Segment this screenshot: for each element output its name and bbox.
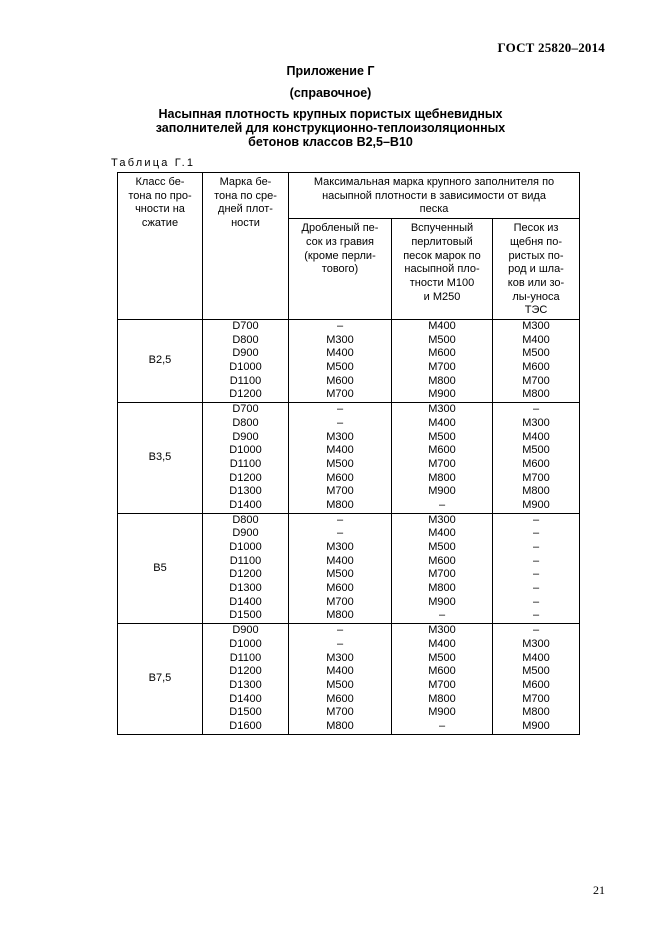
porous-rock-slag-sand-value: М300 [522, 320, 550, 333]
porous-rock-slag-sand-value: М900 [522, 498, 550, 511]
porous-rock-slag-sand-value: М400 [522, 430, 550, 443]
crushed-gravel-sand-value: – [336, 527, 344, 540]
density-grade: D900 [232, 347, 259, 360]
density-grade: D1300 [229, 582, 262, 595]
density-grade: D1000 [229, 637, 262, 650]
porous-rock-slag-sand-value: М300 [522, 416, 550, 429]
crushed-gravel-sand-value-cell [289, 320, 392, 403]
document-code: ГОСТ 25820–2014 [497, 40, 605, 55]
porous-rock-slag-sand-value: М400 [522, 651, 550, 664]
header-expanded-perlite-sand: Вспученный перлитовый песок марок по насыпной пло- тности М100 и М250 [392, 219, 493, 320]
concrete-class-cell: В5 [118, 513, 203, 624]
porous-rock-slag-sand-value: М700 [522, 692, 550, 705]
expanded-perlite-sand-value: М900 [428, 388, 456, 401]
expanded-perlite-sand-value: М600 [428, 665, 456, 678]
crushed-gravel-sand-value: – [336, 637, 344, 650]
density-grade: D1600 [229, 719, 262, 732]
crushed-gravel-sand-value: М500 [326, 568, 354, 581]
porous-rock-slag-sand-value: М800 [522, 388, 550, 401]
porous-rock-slag-sand-value: М400 [522, 333, 550, 346]
expanded-perlite-sand-value: М500 [428, 333, 456, 346]
porous-rock-slag-sand-value: – [532, 582, 540, 595]
density-grade: D900 [232, 527, 259, 540]
density-grade: D1500 [229, 609, 262, 622]
expanded-perlite-sand-value: – [438, 719, 446, 732]
crushed-gravel-sand-value: М400 [326, 554, 354, 567]
expanded-perlite-sand-value: М300 [428, 513, 456, 526]
density-grade: D1000 [229, 361, 262, 374]
porous-rock-slag-sand-value: М500 [522, 665, 550, 678]
header-concrete-class: Класс бе- тона по про- чности на сжатие [118, 173, 203, 320]
concrete-class-cell: В2,5 [118, 320, 203, 403]
porous-rock-slag-sand-value: М600 [522, 457, 550, 470]
crushed-gravel-sand-value: М500 [326, 678, 354, 691]
porous-rock-slag-sand-value: М600 [522, 678, 550, 691]
porous-rock-slag-sand-value: – [532, 513, 540, 526]
crushed-gravel-sand-value: М700 [326, 595, 354, 608]
expanded-perlite-sand-value: М300 [428, 403, 456, 416]
expanded-perlite-sand-value: М400 [428, 527, 456, 540]
porous-rock-slag-sand-value: М700 [522, 471, 550, 484]
porous-rock-slag-sand-value: – [532, 541, 540, 554]
porous-rock-slag-sand-value: М900 [522, 719, 550, 732]
density-grade: D800 [232, 333, 259, 346]
crushed-gravel-sand-value: М300 [326, 651, 354, 664]
porous-rock-slag-sand-value-cell [493, 403, 580, 514]
expanded-perlite-sand-value: М800 [428, 692, 456, 705]
crushed-gravel-sand-value: М600 [326, 374, 354, 387]
crushed-gravel-sand-value: М400 [326, 665, 354, 678]
porous-rock-slag-sand-value-cell [493, 624, 580, 735]
density-grade: D800 [232, 416, 259, 429]
crushed-gravel-sand-value: М700 [326, 706, 354, 719]
crushed-gravel-sand-value: М500 [326, 361, 354, 374]
expanded-perlite-sand-value: М400 [428, 416, 456, 429]
density-grade: D1100 [229, 374, 262, 387]
crushed-gravel-sand-value-cell [289, 624, 392, 735]
density-grade: D1500 [229, 706, 262, 719]
crushed-gravel-sand-value: М300 [326, 333, 354, 346]
expanded-perlite-sand-value: М500 [428, 430, 456, 443]
density-grade-cell [203, 320, 289, 403]
porous-rock-slag-sand-value: – [532, 624, 540, 637]
annex-kind: (справочное) [289, 86, 372, 100]
header-crushed-gravel-sand: Дробленый пе- сок из гравия (кроме перли- тового) [289, 219, 392, 320]
density-grade: D1200 [229, 471, 262, 484]
density-grade-cell [203, 403, 289, 514]
porous-rock-slag-sand-value: – [532, 527, 540, 540]
expanded-perlite-sand-value: М800 [428, 582, 456, 595]
expanded-perlite-sand-value: М500 [428, 651, 456, 664]
crushed-gravel-sand-value: М500 [326, 457, 354, 470]
porous-rock-slag-sand-value: М300 [522, 637, 550, 650]
porous-rock-slag-sand-value: – [532, 554, 540, 567]
expanded-perlite-sand-value-cell [392, 624, 493, 735]
density-grade: D900 [232, 624, 259, 637]
expanded-perlite-sand-value: М600 [428, 554, 456, 567]
porous-rock-slag-sand-value-cell [493, 513, 580, 624]
density-grade: D1200 [229, 665, 262, 678]
table-body [118, 320, 580, 735]
density-grade: D1400 [229, 692, 262, 705]
density-grade: D1100 [229, 554, 262, 567]
crushed-gravel-sand-value: М700 [326, 388, 354, 401]
crushed-gravel-sand-value: – [336, 403, 344, 416]
expanded-perlite-sand-value: М600 [428, 347, 456, 360]
expanded-perlite-sand-value: М500 [428, 541, 456, 554]
header-porous-rock-slag-sand: Песок из щебня по- ристых по- род и шла- ков или зо- лы-уноса ТЭС [493, 219, 580, 320]
expanded-perlite-sand-value-cell [392, 513, 493, 624]
expanded-perlite-sand-value: М400 [428, 637, 456, 650]
crushed-gravel-sand-value: М800 [326, 498, 354, 511]
expanded-perlite-sand-value: М400 [428, 320, 456, 333]
table-row [118, 403, 580, 514]
porous-rock-slag-sand-value: М800 [522, 706, 550, 719]
expanded-perlite-sand-value: М700 [428, 361, 456, 374]
expanded-perlite-sand-value: М600 [428, 444, 456, 457]
density-grade: D700 [232, 403, 259, 416]
crushed-gravel-sand-value: – [336, 320, 344, 333]
density-grade: D700 [232, 320, 259, 333]
expanded-perlite-sand-value-cell [392, 403, 493, 514]
expanded-perlite-sand-value: М700 [428, 678, 456, 691]
crushed-gravel-sand-value: М300 [326, 541, 354, 554]
expanded-perlite-sand-value: М800 [428, 471, 456, 484]
crushed-gravel-sand-value: – [336, 416, 344, 429]
concrete-class-cell: В7,5 [118, 624, 203, 735]
density-grade: D1000 [229, 541, 262, 554]
density-grade: D1100 [229, 457, 262, 470]
expanded-perlite-sand-value: М900 [428, 595, 456, 608]
density-grade: D1300 [229, 678, 262, 691]
porous-rock-slag-sand-value: М700 [522, 374, 550, 387]
density-grade: D1400 [229, 498, 262, 511]
crushed-gravel-sand-value: М400 [326, 444, 354, 457]
porous-rock-slag-sand-value: – [532, 595, 540, 608]
annex-title: Приложение Г [286, 64, 375, 78]
crushed-gravel-sand-value: – [336, 513, 344, 526]
density-grade: D1200 [229, 388, 262, 401]
expanded-perlite-sand-value: – [438, 609, 446, 622]
expanded-perlite-sand-value: М300 [428, 624, 456, 637]
density-grade: D1300 [229, 485, 262, 498]
crushed-gravel-sand-value: М400 [326, 347, 354, 360]
header-max-aggregate-grade: Максимальная марка крупного заполнителя по насыпной плотности в зависимости от вида песка [289, 173, 580, 219]
table-row [118, 320, 580, 403]
porous-rock-slag-sand-value: М600 [522, 361, 550, 374]
porous-rock-slag-sand-value-cell [493, 320, 580, 403]
porous-rock-slag-sand-value: М500 [522, 347, 550, 360]
density-grade: D1000 [229, 444, 262, 457]
density-grade-cell [203, 624, 289, 735]
crushed-gravel-sand-value: М600 [326, 692, 354, 705]
crushed-gravel-sand-value: – [336, 624, 344, 637]
expanded-perlite-sand-value-cell [392, 320, 493, 403]
porous-rock-slag-sand-value: – [532, 403, 540, 416]
crushed-gravel-sand-value-cell [289, 403, 392, 514]
density-grade: D900 [232, 430, 259, 443]
crushed-gravel-sand-value: М700 [326, 485, 354, 498]
porous-rock-slag-sand-value: – [532, 568, 540, 581]
expanded-perlite-sand-value: М800 [428, 374, 456, 387]
expanded-perlite-sand-value: М900 [428, 706, 456, 719]
crushed-gravel-sand-value: М800 [326, 719, 354, 732]
expanded-perlite-sand-value: М700 [428, 568, 456, 581]
expanded-perlite-sand-value: М700 [428, 457, 456, 470]
density-grade: D1400 [229, 595, 262, 608]
table-row [118, 513, 580, 624]
table-title: Насыпная плотность крупных пористых щебневидных заполнителей для конструкционно-теплоизоляционных бетонов классов В2,5–В10 [155, 107, 506, 149]
crushed-gravel-sand-value: М600 [326, 582, 354, 595]
density-grade-cell [203, 513, 289, 624]
porous-rock-slag-sand-value: М500 [522, 444, 550, 457]
crushed-gravel-sand-value: М300 [326, 430, 354, 443]
page-number: 21 [593, 883, 605, 897]
density-grade: D1200 [229, 568, 262, 581]
header-density-grade: Марка бе- тона по сре- дней плот- ности [203, 173, 289, 320]
table-label: Таблица Г.1 [111, 157, 196, 169]
density-grade: D1100 [229, 651, 262, 664]
crushed-gravel-sand-value-cell [289, 513, 392, 624]
density-table [117, 172, 580, 735]
concrete-class-cell: В3,5 [118, 403, 203, 514]
expanded-perlite-sand-value: М900 [428, 485, 456, 498]
expanded-perlite-sand-value: – [438, 498, 446, 511]
table-row [118, 624, 580, 735]
porous-rock-slag-sand-value: – [532, 609, 540, 622]
crushed-gravel-sand-value: М800 [326, 609, 354, 622]
density-grade: D800 [232, 513, 259, 526]
crushed-gravel-sand-value: М600 [326, 471, 354, 484]
porous-rock-slag-sand-value: М800 [522, 485, 550, 498]
